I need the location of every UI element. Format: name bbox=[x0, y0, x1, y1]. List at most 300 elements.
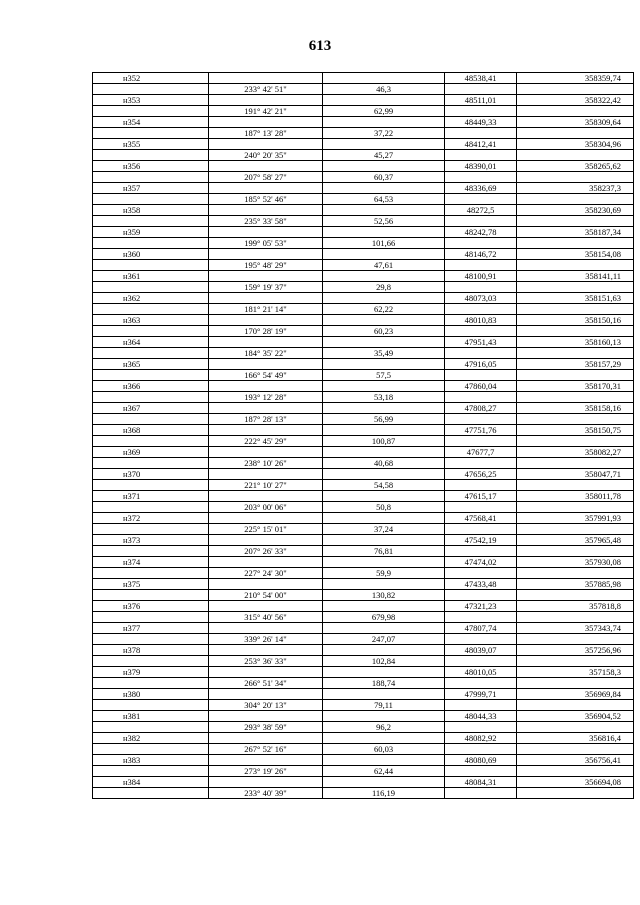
distance-cell: 247,07 bbox=[323, 634, 445, 645]
empty-cell bbox=[323, 381, 445, 392]
empty-cell bbox=[445, 678, 517, 689]
direction-angle-cell: 191° 42' 21" bbox=[209, 106, 323, 117]
empty-cell bbox=[517, 722, 634, 733]
empty-cell bbox=[517, 656, 634, 667]
point-id-cell: н355 bbox=[93, 139, 209, 150]
point-row bbox=[93, 139, 634, 150]
empty-cell bbox=[323, 73, 445, 84]
direction-angle-cell: 184° 35' 22" bbox=[209, 348, 323, 359]
empty-cell bbox=[323, 689, 445, 700]
point-row bbox=[93, 227, 634, 238]
empty-cell bbox=[445, 590, 517, 601]
empty-cell bbox=[93, 722, 209, 733]
empty-cell bbox=[93, 370, 209, 381]
empty-cell bbox=[445, 458, 517, 469]
empty-cell bbox=[517, 590, 634, 601]
empty-cell bbox=[209, 579, 323, 590]
point-id-cell: н368 bbox=[93, 425, 209, 436]
empty-cell bbox=[445, 700, 517, 711]
empty-cell bbox=[93, 590, 209, 601]
direction-angle-cell: 193° 12' 28" bbox=[209, 392, 323, 403]
empty-cell bbox=[209, 733, 323, 744]
empty-cell bbox=[209, 73, 323, 84]
empty-cell bbox=[323, 425, 445, 436]
distance-cell: 79,11 bbox=[323, 700, 445, 711]
x-coordinate-cell: 48511,01 bbox=[445, 95, 517, 106]
y-coordinate-cell: 358011,78 bbox=[517, 491, 634, 502]
x-coordinate-cell: 47751,76 bbox=[445, 425, 517, 436]
empty-cell bbox=[323, 271, 445, 282]
distance-cell: 46,3 bbox=[323, 84, 445, 95]
empty-cell bbox=[93, 656, 209, 667]
empty-cell bbox=[209, 447, 323, 458]
empty-cell bbox=[209, 293, 323, 304]
empty-cell bbox=[517, 502, 634, 513]
direction-angle-cell: 293° 38' 59" bbox=[209, 722, 323, 733]
direction-angle-cell: 187° 13' 28" bbox=[209, 128, 323, 139]
x-coordinate-cell: 48146,72 bbox=[445, 249, 517, 260]
segment-row bbox=[93, 84, 634, 95]
point-row bbox=[93, 183, 634, 194]
empty-cell bbox=[93, 612, 209, 623]
segment-row bbox=[93, 612, 634, 623]
segment-row bbox=[93, 458, 634, 469]
segment-row bbox=[93, 150, 634, 161]
segment-row bbox=[93, 722, 634, 733]
direction-angle-cell: 233° 40' 39" bbox=[209, 788, 323, 799]
empty-cell bbox=[517, 700, 634, 711]
empty-cell bbox=[323, 579, 445, 590]
empty-cell bbox=[517, 524, 634, 535]
point-row bbox=[93, 315, 634, 326]
empty-cell bbox=[323, 161, 445, 172]
empty-cell bbox=[445, 744, 517, 755]
y-coordinate-cell: 356756,41 bbox=[517, 755, 634, 766]
empty-cell bbox=[209, 623, 323, 634]
segment-row bbox=[93, 304, 634, 315]
distance-cell: 37,22 bbox=[323, 128, 445, 139]
point-id-cell: н366 bbox=[93, 381, 209, 392]
empty-cell bbox=[93, 150, 209, 161]
empty-cell bbox=[93, 480, 209, 491]
empty-cell bbox=[517, 458, 634, 469]
distance-cell: 62,99 bbox=[323, 106, 445, 117]
segment-row bbox=[93, 480, 634, 491]
y-coordinate-cell: 358359,74 bbox=[517, 73, 634, 84]
empty-cell bbox=[93, 788, 209, 799]
empty-cell bbox=[93, 436, 209, 447]
point-id-cell: н362 bbox=[93, 293, 209, 304]
empty-cell bbox=[445, 568, 517, 579]
coordinates-table bbox=[92, 72, 634, 799]
y-coordinate-cell: 357256,96 bbox=[517, 645, 634, 656]
distance-cell: 116,19 bbox=[323, 788, 445, 799]
distance-cell: 101,66 bbox=[323, 238, 445, 249]
direction-angle-cell: 225° 15' 01" bbox=[209, 524, 323, 535]
y-coordinate-cell: 358322,42 bbox=[517, 95, 634, 106]
point-id-cell: н381 bbox=[93, 711, 209, 722]
empty-cell bbox=[445, 524, 517, 535]
direction-angle-cell: 227° 24' 30" bbox=[209, 568, 323, 579]
empty-cell bbox=[209, 249, 323, 260]
empty-cell bbox=[445, 414, 517, 425]
empty-cell bbox=[323, 447, 445, 458]
empty-cell bbox=[209, 689, 323, 700]
empty-cell bbox=[93, 700, 209, 711]
direction-angle-cell: 304° 20' 13" bbox=[209, 700, 323, 711]
point-row bbox=[93, 271, 634, 282]
empty-cell bbox=[445, 370, 517, 381]
empty-cell bbox=[517, 260, 634, 271]
empty-cell bbox=[93, 128, 209, 139]
segment-row bbox=[93, 172, 634, 183]
empty-cell bbox=[93, 84, 209, 95]
empty-cell bbox=[93, 766, 209, 777]
direction-angle-cell: 207° 58' 27" bbox=[209, 172, 323, 183]
point-id-cell: н361 bbox=[93, 271, 209, 282]
segment-row bbox=[93, 590, 634, 601]
x-coordinate-cell: 48336,69 bbox=[445, 183, 517, 194]
point-row bbox=[93, 293, 634, 304]
point-row bbox=[93, 733, 634, 744]
point-row bbox=[93, 469, 634, 480]
empty-cell bbox=[93, 744, 209, 755]
point-row bbox=[93, 425, 634, 436]
y-coordinate-cell: 358237,3 bbox=[517, 183, 634, 194]
empty-cell bbox=[323, 315, 445, 326]
empty-cell bbox=[517, 744, 634, 755]
point-id-cell: н382 bbox=[93, 733, 209, 744]
point-row bbox=[93, 205, 634, 216]
segment-row bbox=[93, 414, 634, 425]
empty-cell bbox=[445, 436, 517, 447]
segment-row bbox=[93, 370, 634, 381]
direction-angle-cell: 187° 28' 13" bbox=[209, 414, 323, 425]
empty-cell bbox=[93, 678, 209, 689]
direction-angle-cell: 207° 26' 33" bbox=[209, 546, 323, 557]
empty-cell bbox=[323, 755, 445, 766]
empty-cell bbox=[445, 260, 517, 271]
empty-cell bbox=[445, 546, 517, 557]
point-id-cell: н360 bbox=[93, 249, 209, 260]
empty-cell bbox=[93, 348, 209, 359]
empty-cell bbox=[445, 172, 517, 183]
direction-angle-cell: 267° 52' 16" bbox=[209, 744, 323, 755]
empty-cell bbox=[323, 337, 445, 348]
y-coordinate-cell: 357158,3 bbox=[517, 667, 634, 678]
empty-cell bbox=[517, 370, 634, 381]
point-id-cell: н370 bbox=[93, 469, 209, 480]
empty-cell bbox=[323, 513, 445, 524]
empty-cell bbox=[93, 326, 209, 337]
direction-angle-cell: 181° 21' 14" bbox=[209, 304, 323, 315]
empty-cell bbox=[445, 348, 517, 359]
segment-row bbox=[93, 524, 634, 535]
empty-cell bbox=[209, 667, 323, 678]
empty-cell bbox=[323, 359, 445, 370]
x-coordinate-cell: 48538,41 bbox=[445, 73, 517, 84]
point-id-cell: н372 bbox=[93, 513, 209, 524]
empty-cell bbox=[517, 612, 634, 623]
y-coordinate-cell: 357343,74 bbox=[517, 623, 634, 634]
y-coordinate-cell: 358158,16 bbox=[517, 403, 634, 414]
empty-cell bbox=[209, 491, 323, 502]
point-row bbox=[93, 689, 634, 700]
point-row bbox=[93, 557, 634, 568]
point-id-cell: н354 bbox=[93, 117, 209, 128]
empty-cell bbox=[323, 645, 445, 656]
direction-angle-cell: 222° 45' 29" bbox=[209, 436, 323, 447]
empty-cell bbox=[517, 84, 634, 95]
point-row bbox=[93, 777, 634, 788]
distance-cell: 54,58 bbox=[323, 480, 445, 491]
y-coordinate-cell: 356816,4 bbox=[517, 733, 634, 744]
empty-cell bbox=[209, 557, 323, 568]
point-row bbox=[93, 667, 634, 678]
segment-row bbox=[93, 766, 634, 777]
empty-cell bbox=[93, 194, 209, 205]
point-row bbox=[93, 491, 634, 502]
empty-cell bbox=[517, 216, 634, 227]
empty-cell bbox=[93, 458, 209, 469]
empty-cell bbox=[517, 194, 634, 205]
empty-cell bbox=[445, 150, 517, 161]
segment-row bbox=[93, 392, 634, 403]
empty-cell bbox=[445, 128, 517, 139]
x-coordinate-cell: 47860,04 bbox=[445, 381, 517, 392]
empty-cell bbox=[517, 150, 634, 161]
segment-row bbox=[93, 436, 634, 447]
segment-row bbox=[93, 656, 634, 667]
y-coordinate-cell: 356969,84 bbox=[517, 689, 634, 700]
empty-cell bbox=[445, 788, 517, 799]
distance-cell: 59,9 bbox=[323, 568, 445, 579]
direction-angle-cell: 199° 05' 53" bbox=[209, 238, 323, 249]
x-coordinate-cell: 48449,33 bbox=[445, 117, 517, 128]
distance-cell: 76,81 bbox=[323, 546, 445, 557]
point-id-cell: н364 bbox=[93, 337, 209, 348]
empty-cell bbox=[323, 535, 445, 546]
segment-row bbox=[93, 128, 634, 139]
empty-cell bbox=[93, 568, 209, 579]
y-coordinate-cell: 358160,13 bbox=[517, 337, 634, 348]
y-coordinate-cell: 358150,75 bbox=[517, 425, 634, 436]
empty-cell bbox=[445, 106, 517, 117]
empty-cell bbox=[93, 238, 209, 249]
empty-cell bbox=[517, 326, 634, 337]
empty-cell bbox=[93, 414, 209, 425]
empty-cell bbox=[517, 414, 634, 425]
empty-cell bbox=[445, 392, 517, 403]
empty-cell bbox=[93, 106, 209, 117]
empty-cell bbox=[323, 623, 445, 634]
empty-cell bbox=[209, 95, 323, 106]
x-coordinate-cell: 48412,41 bbox=[445, 139, 517, 150]
empty-cell bbox=[445, 656, 517, 667]
x-coordinate-cell: 48390,01 bbox=[445, 161, 517, 172]
distance-cell: 37,24 bbox=[323, 524, 445, 535]
point-row bbox=[93, 645, 634, 656]
empty-cell bbox=[445, 612, 517, 623]
y-coordinate-cell: 357930,08 bbox=[517, 557, 634, 568]
x-coordinate-cell: 47321,23 bbox=[445, 601, 517, 612]
y-coordinate-cell: 356904,52 bbox=[517, 711, 634, 722]
point-id-cell: н380 bbox=[93, 689, 209, 700]
empty-cell bbox=[209, 755, 323, 766]
y-coordinate-cell: 358170,31 bbox=[517, 381, 634, 392]
point-row bbox=[93, 381, 634, 392]
point-row bbox=[93, 117, 634, 128]
x-coordinate-cell: 47807,74 bbox=[445, 623, 517, 634]
segment-row bbox=[93, 194, 634, 205]
point-row bbox=[93, 711, 634, 722]
point-id-cell: н369 bbox=[93, 447, 209, 458]
empty-cell bbox=[445, 304, 517, 315]
empty-cell bbox=[517, 546, 634, 557]
point-row bbox=[93, 447, 634, 458]
segment-row bbox=[93, 216, 634, 227]
direction-angle-cell: 240° 20' 35" bbox=[209, 150, 323, 161]
empty-cell bbox=[209, 469, 323, 480]
empty-cell bbox=[209, 513, 323, 524]
distance-cell: 60,37 bbox=[323, 172, 445, 183]
empty-cell bbox=[445, 238, 517, 249]
empty-cell bbox=[209, 139, 323, 150]
distance-cell: 45,27 bbox=[323, 150, 445, 161]
empty-cell bbox=[93, 304, 209, 315]
point-id-cell: н376 bbox=[93, 601, 209, 612]
point-id-cell: н378 bbox=[93, 645, 209, 656]
empty-cell bbox=[323, 733, 445, 744]
empty-cell bbox=[323, 667, 445, 678]
empty-cell bbox=[323, 117, 445, 128]
y-coordinate-cell: 358187,34 bbox=[517, 227, 634, 238]
empty-cell bbox=[517, 304, 634, 315]
empty-cell bbox=[93, 282, 209, 293]
segment-row bbox=[93, 546, 634, 557]
distance-cell: 29,8 bbox=[323, 282, 445, 293]
empty-cell bbox=[209, 645, 323, 656]
distance-cell: 64,53 bbox=[323, 194, 445, 205]
empty-cell bbox=[323, 601, 445, 612]
segment-row bbox=[93, 568, 634, 579]
empty-cell bbox=[517, 568, 634, 579]
empty-cell bbox=[209, 777, 323, 788]
point-row bbox=[93, 755, 634, 766]
distance-cell: 102,84 bbox=[323, 656, 445, 667]
direction-angle-cell: 339° 26' 14" bbox=[209, 634, 323, 645]
point-id-cell: н363 bbox=[93, 315, 209, 326]
point-id-cell: н359 bbox=[93, 227, 209, 238]
empty-cell bbox=[93, 392, 209, 403]
empty-cell bbox=[445, 634, 517, 645]
segment-row bbox=[93, 106, 634, 117]
distance-cell: 40,68 bbox=[323, 458, 445, 469]
distance-cell: 96,2 bbox=[323, 722, 445, 733]
y-coordinate-cell: 358304,96 bbox=[517, 139, 634, 150]
empty-cell bbox=[445, 216, 517, 227]
x-coordinate-cell: 47568,41 bbox=[445, 513, 517, 524]
empty-cell bbox=[323, 557, 445, 568]
point-id-cell: н383 bbox=[93, 755, 209, 766]
point-row bbox=[93, 535, 634, 546]
point-row bbox=[93, 73, 634, 84]
empty-cell bbox=[209, 271, 323, 282]
segment-row bbox=[93, 678, 634, 689]
point-id-cell: н379 bbox=[93, 667, 209, 678]
point-row bbox=[93, 161, 634, 172]
distance-cell: 62,44 bbox=[323, 766, 445, 777]
empty-cell bbox=[323, 227, 445, 238]
empty-cell bbox=[517, 238, 634, 249]
empty-cell bbox=[93, 216, 209, 227]
direction-angle-cell: 159° 19' 37" bbox=[209, 282, 323, 293]
empty-cell bbox=[323, 711, 445, 722]
segment-row bbox=[93, 260, 634, 271]
x-coordinate-cell: 47656,25 bbox=[445, 469, 517, 480]
empty-cell bbox=[93, 502, 209, 513]
direction-angle-cell: 253° 36' 33" bbox=[209, 656, 323, 667]
y-coordinate-cell: 358154,08 bbox=[517, 249, 634, 260]
empty-cell bbox=[93, 634, 209, 645]
empty-cell bbox=[445, 480, 517, 491]
empty-cell bbox=[209, 205, 323, 216]
segment-row bbox=[93, 282, 634, 293]
empty-cell bbox=[323, 249, 445, 260]
distance-cell: 60,23 bbox=[323, 326, 445, 337]
empty-cell bbox=[517, 766, 634, 777]
y-coordinate-cell: 357818,8 bbox=[517, 601, 634, 612]
x-coordinate-cell: 47999,71 bbox=[445, 689, 517, 700]
x-coordinate-cell: 47542,19 bbox=[445, 535, 517, 546]
direction-angle-cell: 185° 52' 46" bbox=[209, 194, 323, 205]
x-coordinate-cell: 48080,69 bbox=[445, 755, 517, 766]
y-coordinate-cell: 356694,08 bbox=[517, 777, 634, 788]
empty-cell bbox=[93, 524, 209, 535]
direction-angle-cell: 166° 54' 49" bbox=[209, 370, 323, 381]
point-id-cell: н358 bbox=[93, 205, 209, 216]
empty-cell bbox=[209, 601, 323, 612]
y-coordinate-cell: 358151,63 bbox=[517, 293, 634, 304]
empty-cell bbox=[209, 183, 323, 194]
distance-cell: 130,82 bbox=[323, 590, 445, 601]
segment-row bbox=[93, 348, 634, 359]
direction-angle-cell: 273° 19' 26" bbox=[209, 766, 323, 777]
x-coordinate-cell: 47951,43 bbox=[445, 337, 517, 348]
y-coordinate-cell: 358141,11 bbox=[517, 271, 634, 282]
y-coordinate-cell: 357965,48 bbox=[517, 535, 634, 546]
empty-cell bbox=[209, 359, 323, 370]
distance-cell: 60,03 bbox=[323, 744, 445, 755]
empty-cell bbox=[209, 337, 323, 348]
empty-cell bbox=[445, 502, 517, 513]
empty-cell bbox=[517, 480, 634, 491]
empty-cell bbox=[445, 84, 517, 95]
empty-cell bbox=[323, 139, 445, 150]
empty-cell bbox=[517, 392, 634, 403]
direction-angle-cell: 238° 10' 26" bbox=[209, 458, 323, 469]
direction-angle-cell: 210° 54' 00" bbox=[209, 590, 323, 601]
x-coordinate-cell: 48272,5 bbox=[445, 205, 517, 216]
y-coordinate-cell: 358230,69 bbox=[517, 205, 634, 216]
distance-cell: 57,5 bbox=[323, 370, 445, 381]
empty-cell bbox=[323, 183, 445, 194]
empty-cell bbox=[209, 381, 323, 392]
empty-cell bbox=[517, 282, 634, 293]
empty-cell bbox=[93, 546, 209, 557]
direction-angle-cell: 203° 00' 06" bbox=[209, 502, 323, 513]
distance-cell: 679,98 bbox=[323, 612, 445, 623]
